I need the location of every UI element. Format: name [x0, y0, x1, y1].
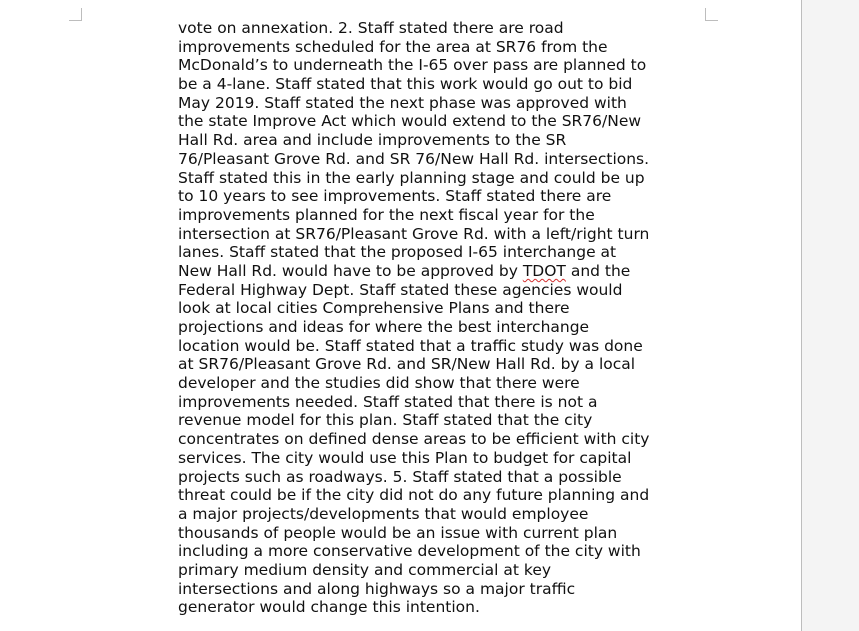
text-line: generator would change this intention. [178, 598, 480, 617]
text-line: revenue model for this plan. Staff stated that the city [178, 411, 593, 430]
pasteboard-background [802, 0, 859, 631]
text-line: improvements scheduled for the area at SR76 from the [178, 37, 608, 56]
text-segment: New Hall Rd. would have to be approved by [178, 261, 523, 280]
text-line: concentrates on defined dense areas to be efficient with city [178, 430, 650, 449]
text-line: 76/Pleasant Grove Rd. and SR 76/New Hall Rd. intersections. [178, 149, 650, 168]
text-line: improvements planned for the next fiscal year for the [178, 205, 595, 224]
text-segment: and the [565, 261, 631, 280]
text-line: to 10 years to see improvements. Staff stated there are [178, 187, 612, 206]
text-line: intersection at SR76/Pleasant Grove Rd. with a left/right turn [178, 224, 650, 243]
text-line: look at local cities Comprehensive Plans and there [178, 299, 570, 318]
text-line: vote on annexation. 2. Staff stated there are road [178, 19, 564, 37]
text-line: Federal Highway Dept. Staff stated these agencies would [178, 280, 623, 299]
text-line: intersections and along highways so a major traffic [178, 579, 576, 598]
text-boundary-corner-left [69, 8, 82, 21]
text-line: including a more conservative development of the city with [178, 542, 641, 561]
document-body-text[interactable] [178, 19, 678, 617]
text-line: McDonald’s to underneath the I-65 over pass are planned to [178, 56, 647, 75]
text-line [178, 262, 678, 281]
text-line: services. The city would use this Plan to budget for capital [178, 448, 632, 467]
spellcheck-flagged-word[interactable]: TDOT [522, 261, 566, 280]
text-line: projections and ideas for where the best interchange [178, 318, 590, 336]
text-line: May 2019. Staff stated the next phase was approved with [178, 93, 627, 112]
text-line: primary medium density and commercial at key [178, 560, 552, 579]
text-line: threat could be if the city did not do any future planning and [178, 486, 650, 505]
text-line: location would be. Staff stated that a traffic study was done [178, 336, 643, 355]
text-line: at SR76/Pleasant Grove Rd. and SR/New Hall Rd. by a local [178, 355, 636, 374]
text-line: Hall Rd. area and include improvements to the SR [178, 131, 567, 150]
text-line: lanes. Staff stated that the proposed I-65 interchange at [178, 243, 617, 262]
text-line: the state Improve Act which would extend to the SR76/New [178, 112, 642, 131]
text-line: Staff stated this in the early planning stage and could be up [178, 168, 645, 187]
text-line: improvements needed. Staff stated that there is not a [178, 392, 598, 411]
text-line: projects such as roadways. 5. Staff stated that a possible [178, 467, 622, 486]
text-line: thousands of people would be an issue with current plan [178, 523, 618, 542]
text-line: be a 4-lane. Staff stated that this work would go out to bid [178, 75, 633, 94]
text-line: a major projects/developments that would employee [178, 504, 589, 523]
text-line: developer and the studies did show that there were [178, 374, 580, 393]
text-boundary-corner-right [705, 8, 718, 21]
